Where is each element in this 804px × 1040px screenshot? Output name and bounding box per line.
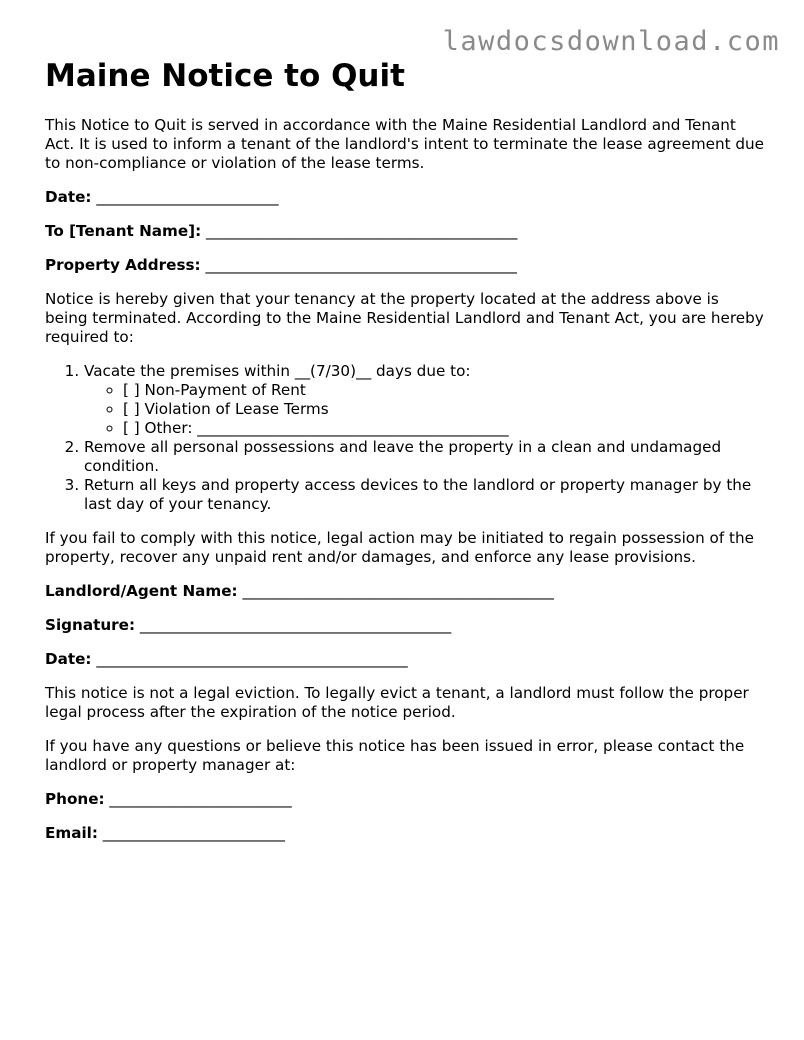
reason-item: ◦ [ ] Non-Payment of Rent [123,381,765,400]
property-address-field [45,256,765,275]
document-page [45,56,765,843]
requirement-item [84,362,765,438]
property-address-label: Property Address: [45,256,201,274]
contact-paragraph: If you have any questions or believe this notice has been issued in error, please contact the landlord or property manager at: [45,737,745,774]
requirement-item: 2. Remove all personal possessions and leave the property in a clean and undamaged condition. [84,438,765,476]
landlord-name-label: Landlord/Agent Name: [45,582,238,600]
requirement-vacate: Vacate the premises within __(7/30)__ days due to: [84,362,471,380]
landlord-date-label: Date: [45,650,92,668]
date-field [45,188,765,207]
intro-paragraph: This Notice to Quit is served in accordance with the Maine Residential Landlord and Tenant Act. It is used to inform a tenant of the landlord's intent to terminate the lease agreement due to non-compliance or violation of the lease terms. [45,116,765,172]
warning-paragraph: If you fail to comply with this notice, legal action may be initiated to regain possession of the property, recover any unpaid rent and/or damages, and enforce any lease provisions. [45,529,754,566]
landlord-name-blank: _________________________________________ [242,582,554,600]
watermark: lawdocsdownload.com [442,26,780,57]
property-address-blank: _________________________________________ [205,256,517,274]
requirement-item: 3. Return all keys and property access devices to the landlord or property manager by the last day of your tenancy. [84,476,765,514]
document-title: Maine Notice to Quit [45,58,405,94]
signature-blank: _________________________________________ [139,616,452,634]
phone-field [45,790,765,809]
reasons-list [84,381,765,438]
landlord-date-blank: _________________________________________ [96,650,408,668]
email-blank: ________________________ [102,824,286,842]
date-label: Date: [45,188,92,206]
phone-label: Phone: [45,790,105,808]
email-label: Email: [45,824,98,842]
signature-field [45,616,765,635]
signature-label: Signature: [45,616,136,634]
requirements-list [45,362,765,514]
email-field [45,824,765,843]
tenant-name-label: To [Tenant Name]: [45,222,202,240]
landlord-date-field [45,650,765,669]
notice-paragraph: Notice is hereby given that your tenancy at the property located at the address above is being terminated. According to the Maine Residential Landlord and Tenant Act, you are hereby required to: [45,290,764,346]
disclaimer-paragraph: This notice is not a legal eviction. To legally evict a tenant, a landlord must follow the proper legal process after the expiration of the notice period. [45,684,749,721]
tenant-name-field [45,222,765,241]
phone-blank: ________________________ [109,790,292,808]
date-blank: ________________________ [96,188,279,206]
reason-item: ◦ [ ] Other: _________________________________________ [123,419,765,438]
tenant-name-blank: _________________________________________ [206,222,518,240]
landlord-name-field [45,582,765,601]
reason-item: ◦ [ ] Violation of Lease Terms [123,400,765,419]
